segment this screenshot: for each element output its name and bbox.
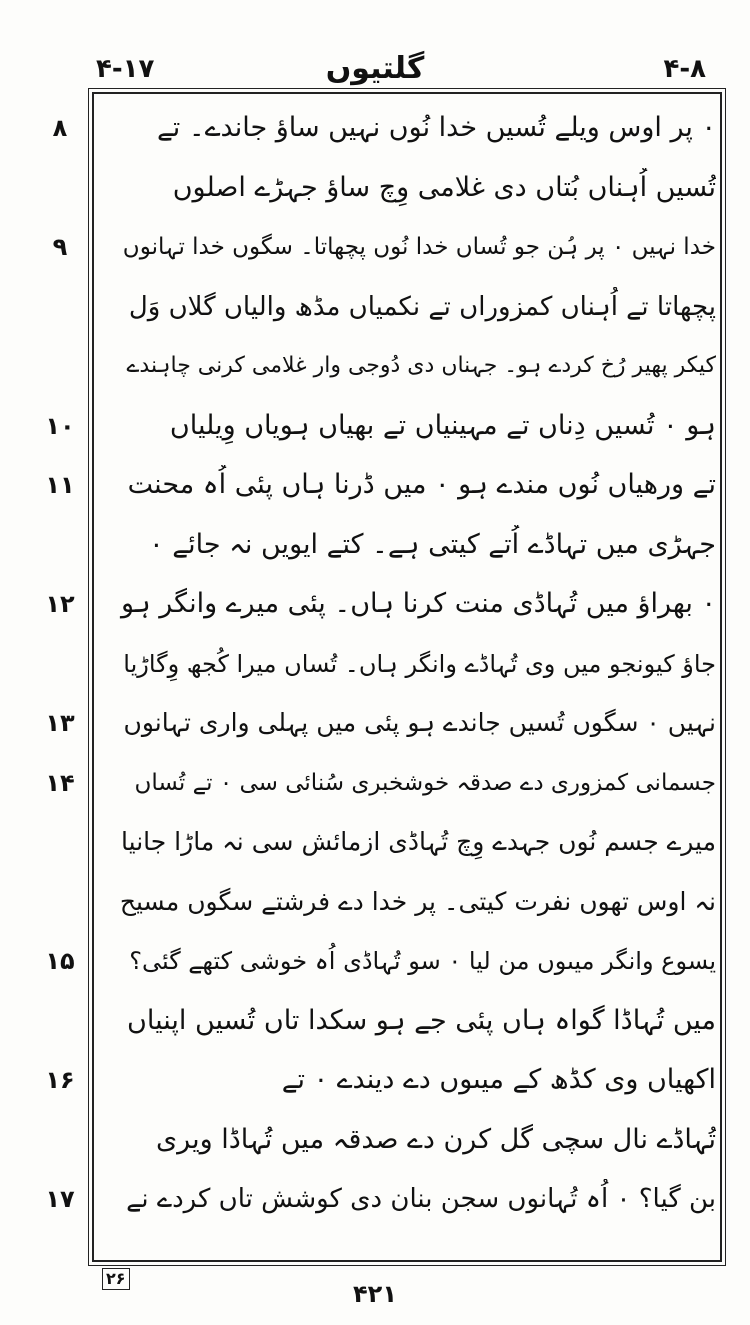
footer-signature-mark: ۲۶ bbox=[102, 1268, 130, 1290]
text-line: ہو ۰ تُسیں دِناں تے مہینیاں تے بھیاں ہویاں وِیلیاں bbox=[169, 410, 716, 441]
text-line: نہیں ۰ سگوں تُسیں جاندے ہو پئی میں پہلی واری تہانوں bbox=[123, 708, 716, 737]
text-line: پچھاتا تے اُہناں کمزوراں تے نکمیاں مڈھ والیاں گلاں وَل bbox=[128, 292, 716, 322]
text-line: میں تُہاڈا گواہ ہاں پئی جے ہو سکدا تاں تُسیں اپنیاں bbox=[127, 1005, 716, 1036]
verse-number: ۱۱ bbox=[45, 471, 75, 499]
header-left-reference: ۴-۱۷ bbox=[96, 54, 155, 84]
verse-number: ۱۲ bbox=[45, 590, 75, 618]
text-line: اکھیاں وی کڈھ کے میںوں دے دیندے ۰ تے bbox=[281, 1064, 716, 1095]
text-line: خدا نہیں ۰ پر ہُن جو تُساں خدا نُوں پچھاتا۔ سگوں خدا تہانوں bbox=[122, 234, 716, 260]
page-number: ۴۲۱ bbox=[353, 1280, 397, 1308]
text-line: تُسیں اُہناں بُتاں دی غلامی وِچ ساؤ جہڑے اصلوں bbox=[172, 172, 716, 203]
verse-number: ۱۶ bbox=[45, 1066, 75, 1094]
verse-number: ۱۰ bbox=[45, 412, 75, 440]
verse-number: ۱۷ bbox=[45, 1185, 75, 1213]
text-line: بن گیا؟ ۰ اُہ تُہانوں سجن بنان دی کوشش تاں کردے نے bbox=[126, 1184, 716, 1214]
text-line: تے ورھیاں نُوں مندے ہو ۰ میں ڈرنا ہاں پئی اُہ محنت bbox=[127, 469, 716, 500]
text-line: کیکر پھیر رُخ کردے ہو۔ جہناں دی دُوجی وار غلامی کرنی چاہندے bbox=[126, 353, 716, 378]
text-line: ۰ بھراؤ میں تُہاڈی منت کرنا ہاں۔ پئی میرے وانگر ہو bbox=[120, 588, 716, 619]
verse-number: ۸ bbox=[52, 114, 68, 142]
verse-number: ۱۳ bbox=[45, 709, 75, 737]
header-right-reference: ۴-۸ bbox=[663, 54, 706, 84]
text-line: جہڑی میں تہاڈے اُتے کیتی ہے۔ کتے ایویں نہ جائے ۰ bbox=[149, 529, 716, 560]
running-header-title: گلتیوں bbox=[325, 51, 425, 86]
text-line: میرے جسم نُوں جہدے وِچ تُہاڈی ازمائش سی نہ ماڑا جانیا bbox=[121, 827, 716, 856]
verse-number: ۹ bbox=[52, 233, 68, 261]
text-line: جاؤ کیونجو میں وی تُہاڈے وانگر ہاں۔ تُساں میرا کُجھ وِگاڑیا bbox=[123, 650, 716, 678]
text-line: نہ اوس تھوں نفرت کیتی۔ پر خدا دے فرشتے سگوں مسیح bbox=[119, 887, 716, 916]
verse-number: ۱۵ bbox=[45, 947, 75, 975]
text-line: تُہاڈے نال سچی گل کرن دے صدقہ میں تُہاڈا ویری bbox=[156, 1124, 716, 1155]
text-line: ۰ پر اوس ویلے تُسیں خدا نُوں نہیں ساؤ جاندے۔ تے bbox=[156, 112, 716, 143]
text-line: یسوع وانگر میںوں من لیا ۰ سو تُہاڈی اُہ خوشی کتھے گئی؟ bbox=[129, 947, 716, 975]
verse-number: ۱۴ bbox=[45, 769, 75, 797]
text-line: جسمانی کمزوری دے صدقہ خوشخبری سُنائی سی ۰ تے تُساں bbox=[134, 770, 716, 796]
